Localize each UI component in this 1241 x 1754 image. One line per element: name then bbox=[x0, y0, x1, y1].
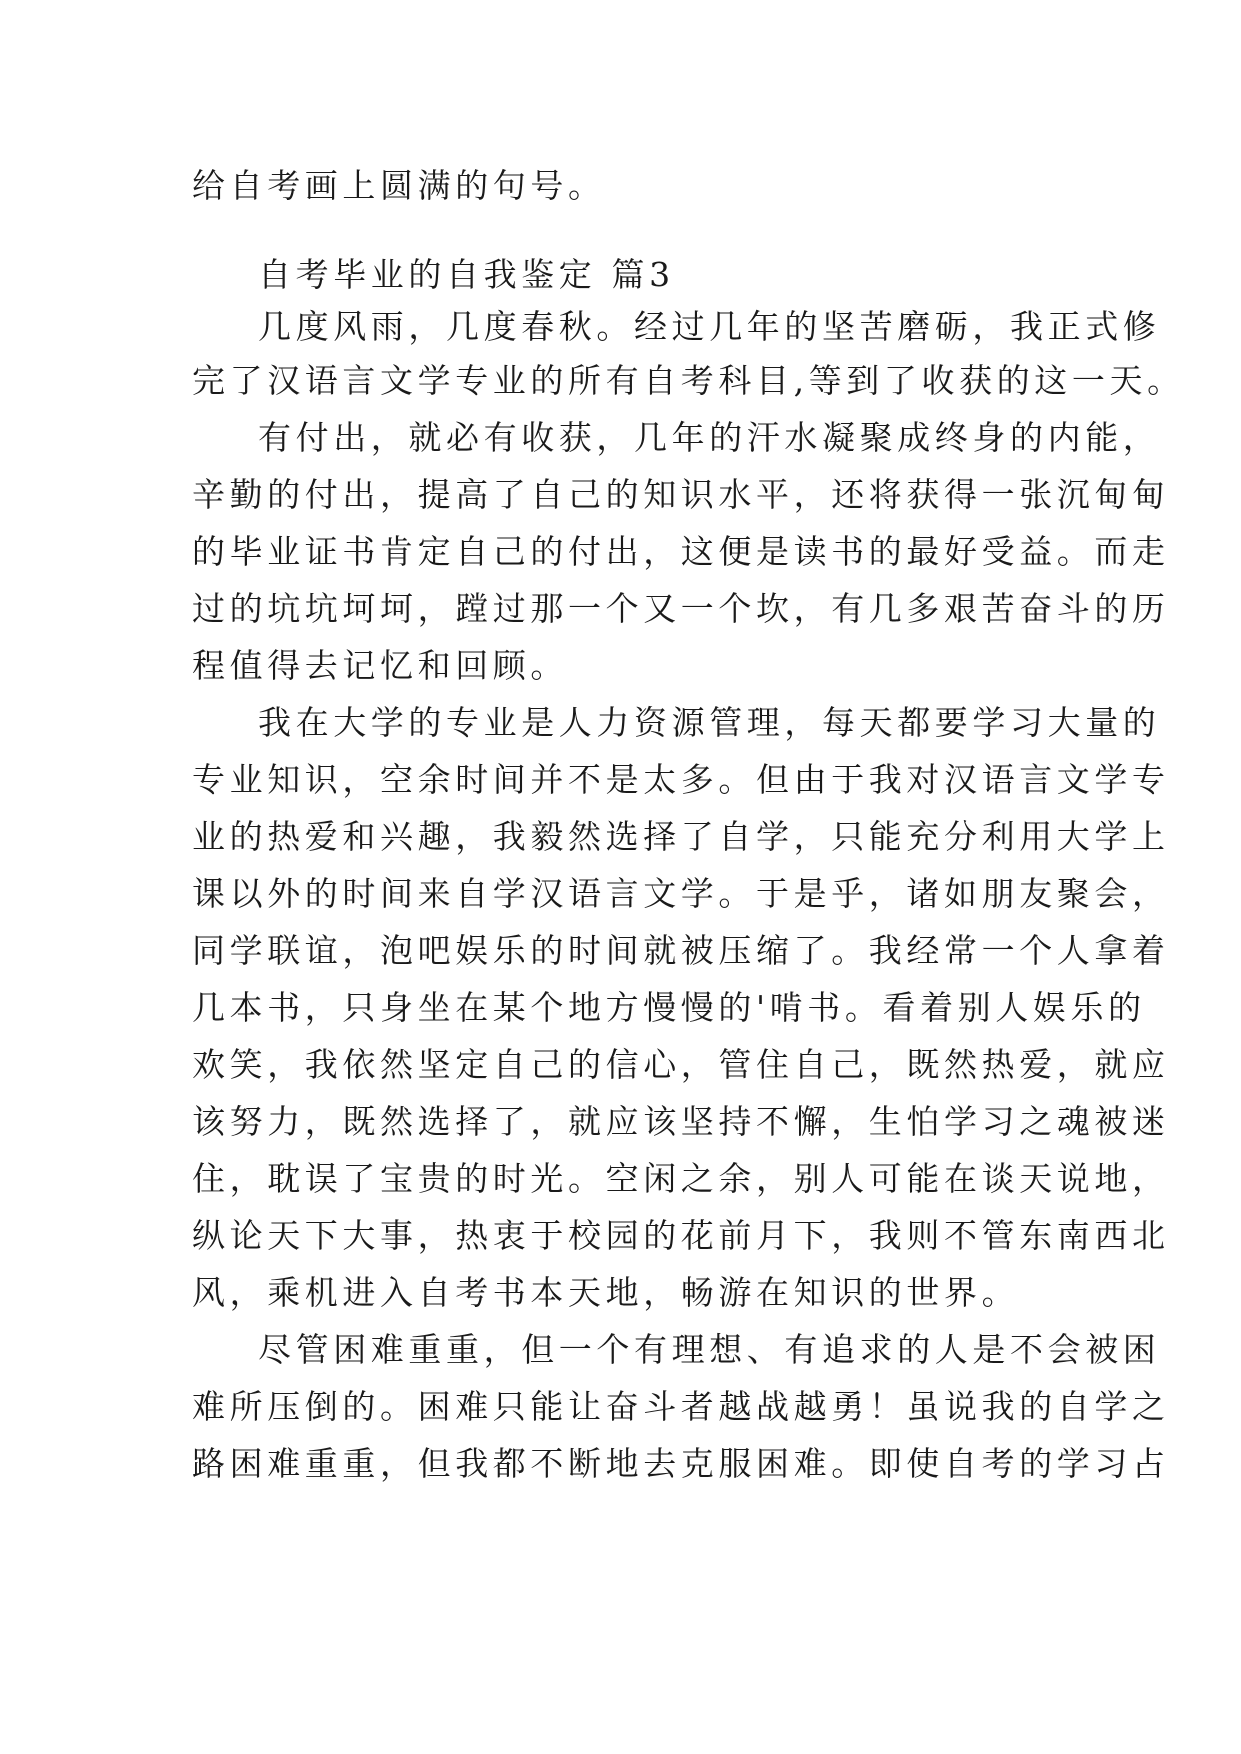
body-line: 业的热爱和兴趣，我毅然选择了自学，只能充分利用大学上 bbox=[192, 817, 1170, 856]
body-line: 几度风雨，几度春秋。经过几年的坚苦磨砺，我正式修 bbox=[258, 307, 1161, 346]
body-line: 过的坑坑坷坷，蹚过那一个又一个坎，有几多艰苦奋斗的历 bbox=[192, 589, 1170, 628]
body-line: 纵论天下大事，热衷于校园的花前月下，我则不管东南西北 bbox=[192, 1216, 1170, 1255]
body-line: 同学联谊，泡吧娱乐的时间就被压缩了。我经常一个人拿着 bbox=[192, 931, 1170, 970]
section-heading: 自考毕业的自我鉴定 篇3 bbox=[258, 255, 675, 294]
body-line: 辛勤的付出，提高了自己的知识水平，还将获得一张沉甸甸 bbox=[192, 475, 1170, 514]
body-line: 尽管困难重重，但一个有理想、有追求的人是不会被困 bbox=[258, 1330, 1161, 1369]
body-line: 几本书，只身坐在某个地方慢慢的'啃书。看着别人娱乐的 bbox=[192, 988, 1146, 1027]
body-line: 住，耽误了宝贵的时光。空闲之余，别人可能在谈天说地， bbox=[192, 1159, 1170, 1198]
body-line: 完了汉语言文学专业的所有自考科目,等到了收获的这一天。 bbox=[192, 361, 1185, 400]
body-line: 课以外的时间来自学汉语言文学。于是乎，诸如朋友聚会， bbox=[192, 874, 1170, 913]
body-line: 程值得去记忆和回顾。 bbox=[192, 646, 568, 685]
body-line: 欢笑，我依然坚定自己的信心，管住自己，既然热爱，就应 bbox=[192, 1045, 1170, 1084]
closing-line: 给自考画上圆满的句号。 bbox=[192, 166, 606, 205]
body-line: 路困难重重，但我都不断地去克服困难。即使自考的学习占 bbox=[192, 1444, 1170, 1483]
body-line: 我在大学的专业是人力资源管理，每天都要学习大量的 bbox=[258, 703, 1161, 742]
body-line: 难所压倒的。困难只能让奋斗者越战越勇！虽说我的自学之 bbox=[192, 1387, 1170, 1426]
body-line: 的毕业证书肯定自己的付出，这便是读书的最好受益。而走 bbox=[192, 532, 1170, 571]
body-line: 该努力，既然选择了，就应该坚持不懈，生怕学习之魂被迷 bbox=[192, 1102, 1170, 1141]
body-line: 专业知识，空余时间并不是太多。但由于我对汉语言文学专 bbox=[192, 760, 1170, 799]
body-line: 有付出，就必有收获，几年的汗水凝聚成终身的内能， bbox=[258, 418, 1161, 457]
body-line: 风，乘机进入自考书本天地，畅游在知识的世界。 bbox=[192, 1273, 1020, 1312]
